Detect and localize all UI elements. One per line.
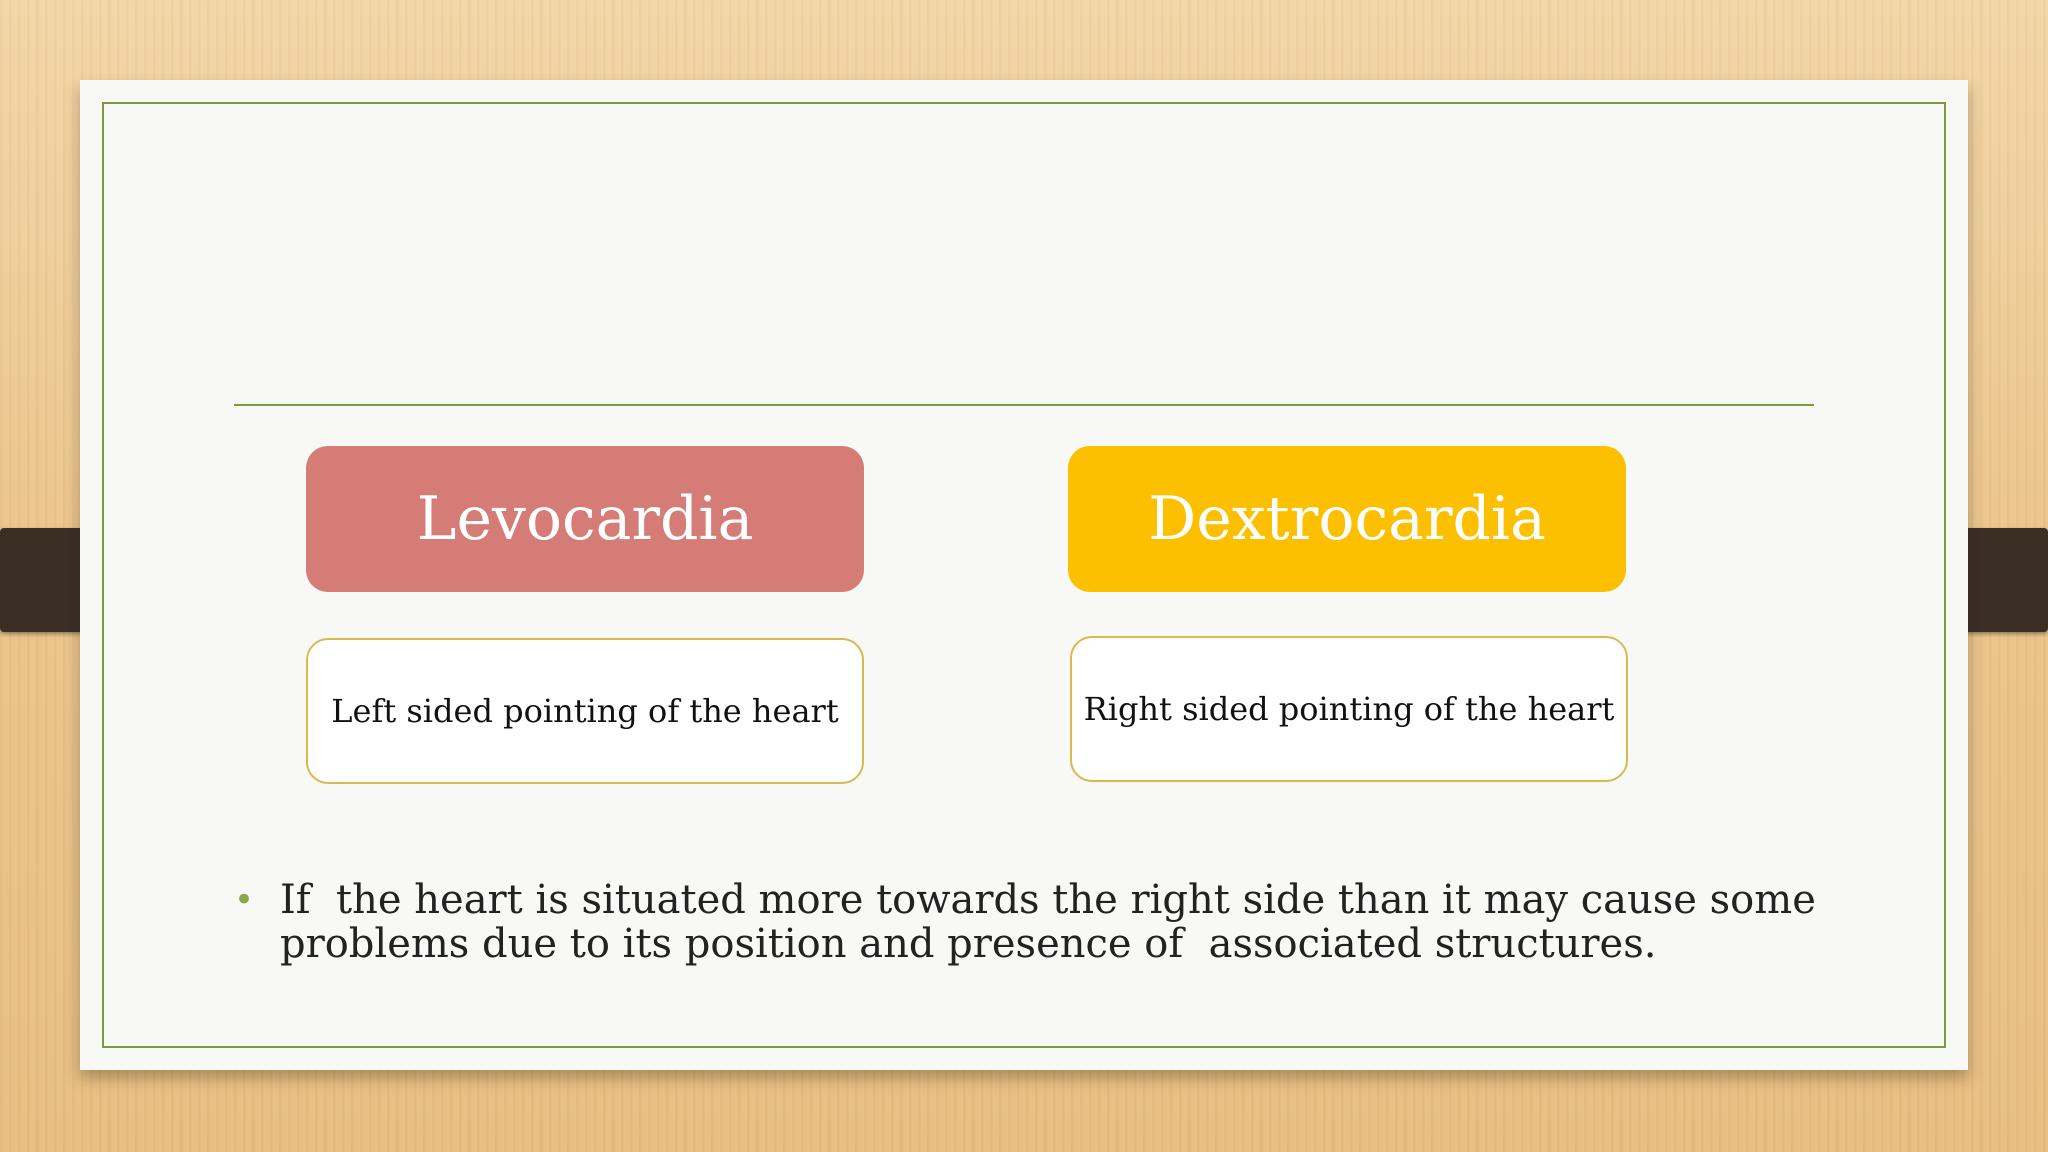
- bullet-item: [234, 878, 1914, 966]
- title-divider: [234, 404, 1814, 406]
- levocardia-description-box: [306, 638, 864, 784]
- dextrocardia-header-box: [1068, 446, 1626, 592]
- dextrocardia-description-box: [1070, 636, 1628, 782]
- dextrocardia-description: Right sided pointing of the heart: [1083, 690, 1615, 728]
- bullet-text: If the heart is situated more towards the right side than it may cause some problems due to its position and presence of associated structures.: [280, 877, 1829, 967]
- levocardia-description: Left sided pointing of the heart: [331, 692, 839, 730]
- dextrocardia-heading: Dextrocardia: [1148, 484, 1546, 554]
- bullet-dot-icon: •: [234, 880, 255, 920]
- levocardia-header-box: [306, 446, 864, 592]
- slide: [80, 80, 1968, 1070]
- levocardia-heading: Levocardia: [416, 484, 754, 554]
